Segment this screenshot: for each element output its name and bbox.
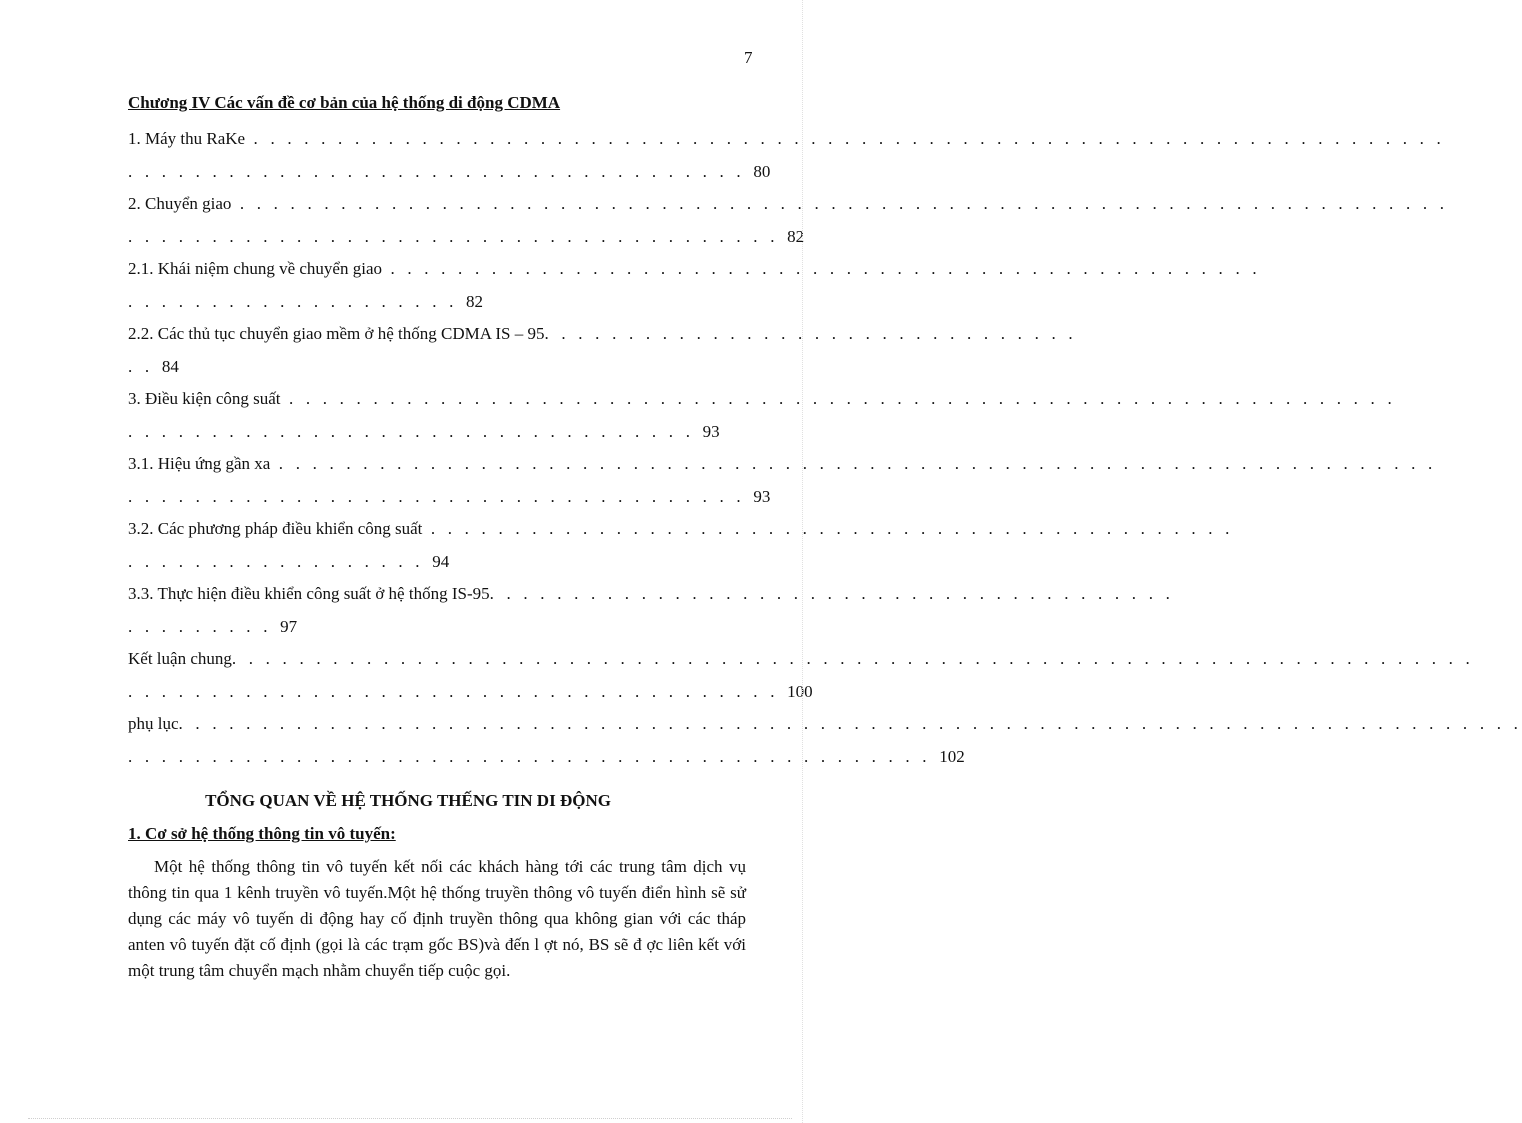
toc-leader: . . . . . . . . . . . . . . . . . . . . . . . . . . . . . . . . . . (128, 422, 703, 441)
toc-entry (128, 383, 1396, 448)
toc-entry-page: 94 (432, 552, 450, 571)
toc-entry-page: 100 (787, 682, 813, 701)
toc-entry (128, 253, 1261, 318)
toc-entry (128, 578, 1175, 643)
toc-leader: . . . . . . . . . . . . . . . . . . (128, 552, 433, 571)
page-number: 7 (744, 48, 753, 67)
toc-entry-title: 3.1. Hiệu ứng gần xa (128, 454, 271, 473)
toc-leader: . . . . . . . . . . . . . . . . . . . . . . . . . . . . . . . . . . . . . . . . . . . . . . . . . . . . . . . . . . . . . . . . . . . . . . . . . . (231, 649, 1475, 668)
toc-leader: . . . . . . . . . (128, 617, 281, 636)
toc-entry-title: 2. Chuyển giao (128, 194, 232, 213)
toc-leader: . . . . . . . . . . . . . . . . . . . . (128, 292, 466, 311)
toc-leader: . . . . . . . . . . . . . . . . . . . . . . . . . . . . . . . . . . . . . . . (128, 227, 788, 246)
toc-entry-title: Kết luận chung (128, 649, 232, 668)
toc-entry-title: 3. Điều kiện công suất (128, 389, 281, 408)
toc-entry (128, 123, 1445, 188)
toc-leader: . . . . . . . . . . . . . . . . . . . . . . . . . . . . . . . . . . . . . (128, 487, 754, 506)
page-bottom-divider (28, 1118, 792, 1119)
toc-entry (128, 318, 1077, 383)
toc-leader: . . . . . . . . . . . . . . . . . . . . . . . . . . . . . . . . . . . . . . . (128, 682, 788, 701)
toc-leader: . . . . . . . . . . . . . . . . . . . . . . . . . . . . . . . . . . . . . . . . . . . . . . . . . . . . . . . . . . . . . . . . . . . . . (270, 454, 1437, 473)
toc-leader: . . . . . . . . . . . . . . . . . . . . . . . . . . . . . . . . . . . . . . . . . . . . . . . . . . . . . . . . . . . . . . . . . . (280, 389, 1396, 408)
toc-entry-page: 82 (466, 292, 483, 311)
table-of-contents (128, 123, 1522, 773)
toc-leader: . . . . . . . . . . . . . . . . . . . . . . . . . . . . . . . . . . . . . (128, 162, 754, 181)
sub-heading: 1. Cơ sở hệ thống thông tin vô tuyến: (128, 824, 396, 843)
toc-leader: . . . . . . . . . . . . . . . . . . . . . . . . . . . . . . . . . . . . . . . . . . . . . . . . (128, 747, 940, 766)
toc-entry (128, 513, 1234, 578)
toc-entry-title: 1. Máy thu RaKe (128, 129, 246, 148)
toc-heading: Chương IV Các vấn đề cơ bản của hệ thống di động CDMA (128, 93, 561, 112)
toc-entry-title: 2.1. Khái niệm chung về chuyển giao (128, 259, 382, 278)
toc-entry (128, 448, 1437, 513)
toc-entry-page: 97 (280, 617, 298, 636)
toc-entry-title: 3.2. Các phương pháp điều khiển công suất (128, 519, 423, 538)
page-right-divider (802, 0, 803, 1123)
toc-entry-title: 2.2. Các thủ tục chuyển giao mềm ở hệ thống CDMA IS – 95 (128, 324, 545, 343)
toc-leader: . . . . . . . . . . . . . . . . . . . . . . . . . . . . . . . . (544, 324, 1077, 343)
toc-entry-page: 102 (939, 747, 965, 766)
toc-entry-title: 3.3. Thực hiện điều khiển công suất ở hệ thống IS-95 (128, 584, 490, 603)
toc-leader: . . . . . . . . . . . . . . . . . . . . . . . . . . . . . . . . . . . . . . . . . (489, 584, 1175, 603)
toc-entry (128, 708, 1522, 773)
toc-entry-page: 93 (753, 487, 771, 506)
toc-leader: . . . . . . . . . . . . . . . . . . . . . . . . . . . . . . . . . . . . . . . . . . . . . . . . . . . . . . . . . . . . . . . . . . . . . . . . (231, 194, 1449, 213)
toc-entry (128, 643, 1475, 708)
toc-leader: . . . . . . . . . . . . . . . . . . . . . . . . . . . . . . . . . . . . . . . . . . . . . . . . . . . . . . . . . . . . . . . . . . . . . . . (245, 129, 1445, 148)
toc-leader: . . . . . . . . . . . . . . . . . . . . . . . . . . . . . . . . . . . . . . . . . . . . . . . . . . . . (382, 259, 1261, 278)
toc-entry-page: 93 (702, 422, 720, 441)
toc-leader: . . (128, 357, 162, 376)
toc-entry-page: 80 (753, 162, 771, 181)
toc-entry (128, 188, 1449, 253)
toc-entry-page: 82 (787, 227, 805, 246)
body-paragraph: Một hệ thống thông tin vô tuyến kết nối các khách hàng tới các trung tâm dịch vụ thông tin qua 1 kênh truyền vô tuyến.Một hệ thống truyền thông vô tuyến điển hình sẽ sử dụng các máy vô tuyến di động hay cố định truyền thông qua không gian với các tháp anten vô tuyến đặt cố định (gọi là các trạm gốc BS)và đến l ợt nó, BS sẽ đ ợc liên kết với một trung tâm chuyển mạch nhằm chuyển tiếp cuộc gọi. (128, 857, 746, 980)
toc-leader: . . . . . . . . . . . . . . . . . . . . . . . . . . . . . . . . . . . . . . . . . . . . . . . . (422, 519, 1234, 538)
section-title: TỔNG QUAN VỀ HỆ THỐNG THẾNG TIN DI ĐỘNG (205, 791, 611, 810)
toc-entry-title: phụ lục (128, 714, 179, 733)
toc-entry-page: 84 (161, 357, 179, 376)
toc-leader: . . . . . . . . . . . . . . . . . . . . . . . . . . . . . . . . . . . . . . . . . . . . . . . . . . . . . . . . . . . . . . . . . . . . . . . . . . . . . . . . (178, 714, 1522, 733)
